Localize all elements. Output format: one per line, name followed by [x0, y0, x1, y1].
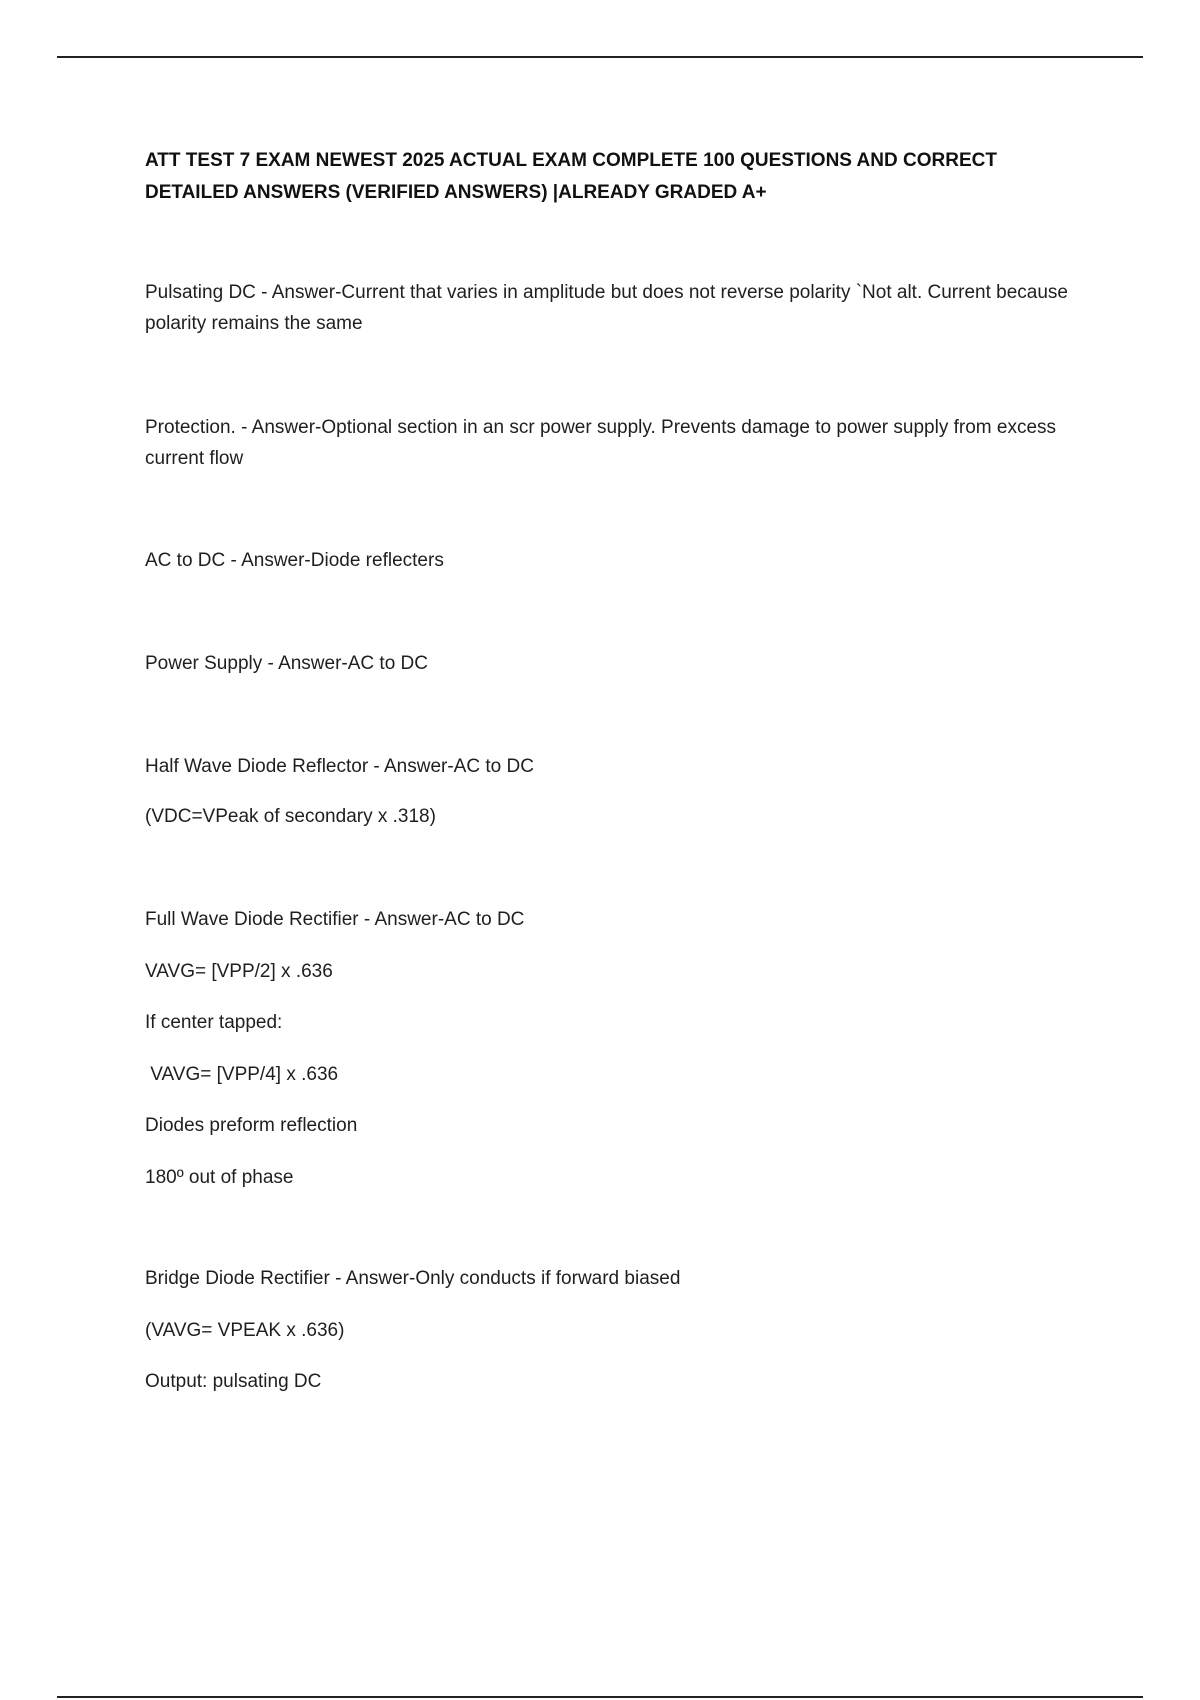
entry-power-supply: Power Supply - Answer-AC to DC [145, 653, 428, 674]
entry-half-wave-term: Half Wave Diode Reflector - Answer-AC to DC [145, 756, 534, 777]
entry-full-wave-phase: 180º out of phase [145, 1167, 294, 1188]
entry-bridge-formula: (VAVG= VPEAK x .636) [145, 1320, 345, 1341]
entry-pulsating-dc: Pulsating DC - Answer-Current that varies in amplitude but does not reverse polarity `Not alt. Current because polarity remains the same [145, 282, 1074, 334]
document-title: ATT TEST 7 EXAM NEWEST 2025 ACTUAL EXAM COMPLETE 100 QUESTIONS AND CORRECT DETAILED ANSWERS (VERIFIED ANSWERS) |ALREADY GRADED A+ [145, 150, 997, 203]
entry-full-wave-diodes: Diodes preform reflection [145, 1115, 358, 1136]
entry-protection: Protection. - Answer-Optional section in an scr power supply. Prevents damage to power supply from excess current flow [145, 417, 1062, 469]
entry-ac-to-dc: AC to DC - Answer-Diode reflecters [145, 550, 444, 571]
footer-rule [57, 1696, 1143, 1698]
entry-bridge-term: Bridge Diode Rectifier - Answer-Only conducts if forward biased [145, 1268, 681, 1289]
entry-full-wave-formula: VAVG= [VPP/2] x .636 [145, 961, 333, 982]
entry-full-wave-center-formula: VAVG= [VPP/4] x .636 [145, 1064, 339, 1085]
entry-bridge-output: Output: pulsating DC [145, 1371, 322, 1392]
entry-full-wave-term: Full Wave Diode Rectifier - Answer-AC to DC [145, 909, 525, 930]
header-rule [57, 56, 1143, 58]
entry-full-wave-note: If center tapped: [145, 1012, 283, 1033]
entry-half-wave-formula: (VDC=VPeak of secondary x .318) [145, 806, 436, 827]
